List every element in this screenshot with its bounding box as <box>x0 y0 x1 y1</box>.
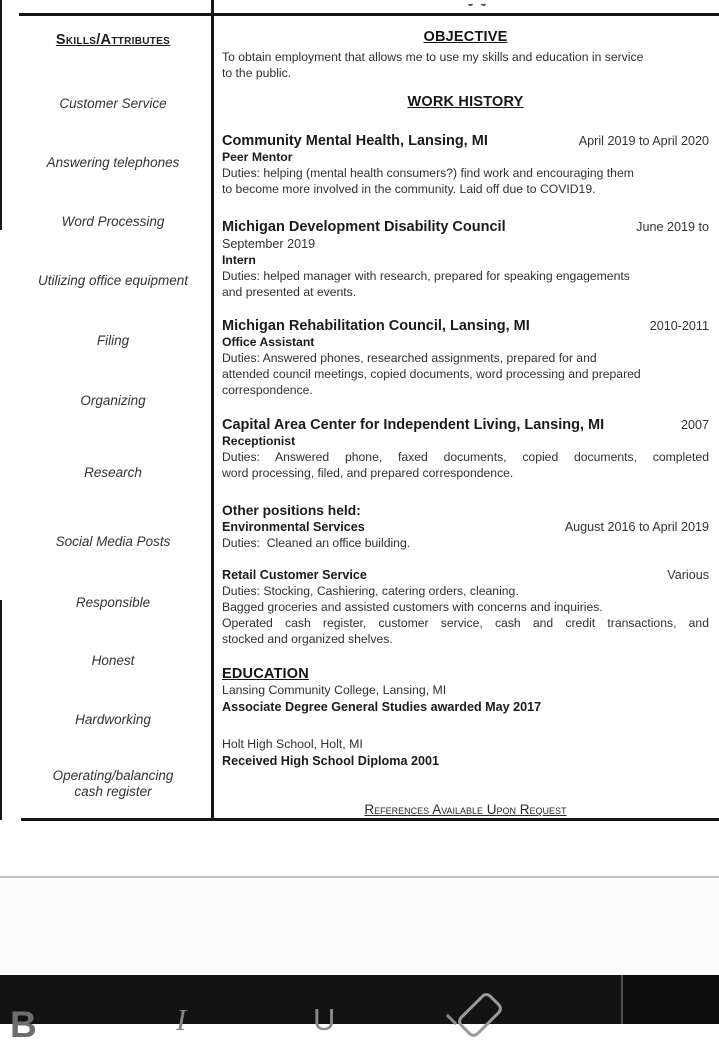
other-duty-line: Duties: Cleaned an office building. <box>222 536 411 550</box>
underline-button[interactable]: U <box>313 1002 336 1037</box>
references-line: References Available Upon Request <box>364 802 567 817</box>
job-duty-line: Duties: Answered phones, researched assignments, prepared for and <box>222 351 597 365</box>
skill-item: Word Processing <box>61 214 165 229</box>
job-duty-line: Duties: helped manager with research, prepared for speaking engagements <box>222 269 630 283</box>
eraser-icon <box>446 1014 457 1025</box>
job-title-row <box>222 219 709 236</box>
skill-item: Research <box>84 465 142 480</box>
skills-column <box>14 0 212 820</box>
job-dates: 2010-2011 <box>649 319 709 333</box>
job-duty-line: attended council meetings, copied documents, word processing and prepared <box>222 367 641 381</box>
toolbar-divider <box>621 975 623 1024</box>
other-positions-section <box>222 502 709 551</box>
skill-item: Organizing <box>80 393 146 408</box>
job-company: Michigan Development Disability Council <box>222 219 506 235</box>
objective-header: OBJECTIVE <box>423 29 508 45</box>
skill-item: Answering telephones <box>46 155 180 170</box>
toolbar-right-section <box>623 975 719 1024</box>
other-dates: August 2016 to April 2019 <box>564 520 709 534</box>
other-duty-line: Duties: Stocking, Cashiering, catering orders, cleaning. <box>222 584 519 598</box>
other-title: Retail Customer Service <box>222 568 367 582</box>
job-duty-line: Duties: helping (mental health consumers?) find work and encouraging them <box>222 166 634 180</box>
other-title-row <box>222 567 709 583</box>
skill-item: Honest <box>91 653 135 668</box>
objective-line: to the public. <box>222 66 292 80</box>
skill-item: Customer Service <box>59 96 167 111</box>
eraser-icon <box>455 990 504 1039</box>
objective-text <box>222 49 709 81</box>
job-role: Office Assistant <box>222 335 315 349</box>
education-section <box>222 666 709 716</box>
job-title-row <box>222 318 709 335</box>
other-positions-header: Other positions held: <box>222 503 361 518</box>
document-left-rule-bottom <box>0 600 2 820</box>
app-background <box>0 878 719 975</box>
work-history-header: WORK HISTORY <box>407 94 524 110</box>
job-role: Intern <box>222 253 256 267</box>
skill-item: Operating/balancing cash register <box>52 768 174 799</box>
objective-line: To obtain employment that allows me to use my skills and education in service <box>222 50 644 64</box>
job-title-row <box>222 133 709 150</box>
other-duty-line: stocked and organized shelves. <box>222 632 393 646</box>
skill-item: Hardworking <box>75 712 151 727</box>
skill-item: Filing <box>96 333 130 348</box>
job-entry <box>222 219 709 300</box>
education-school: Holt High School, Holt, MI <box>222 737 363 751</box>
job-duty-line: correspondence. <box>222 383 313 397</box>
other-duty-line: Bagged groceries and assisted customers with concerns and inquiries. <box>222 600 603 614</box>
skills-header: Skills/Attributes <box>55 32 171 48</box>
job-duty-line: and presented at events. <box>222 285 357 299</box>
skill-item: Responsible <box>75 595 151 610</box>
job-company: Capital Area Center for Independent Living, Lansing, MI <box>222 417 605 433</box>
job-dates: 2007 <box>680 418 709 432</box>
italic-button[interactable]: I <box>176 1002 187 1037</box>
other-positions-entry <box>222 567 709 647</box>
other-title: Environmental Services <box>222 520 365 534</box>
other-dates: Various <box>667 568 709 582</box>
job-dates-continued: September 2019 <box>222 237 316 251</box>
job-role: Peer Mentor <box>222 150 293 164</box>
job-entry <box>222 318 709 398</box>
cropped-text-fragment <box>468 0 490 5</box>
other-title-row <box>222 519 709 535</box>
job-title-row <box>222 417 709 434</box>
education-credential: Associate Degree General Studies awarded May 2017 <box>222 700 542 714</box>
job-duty-line: to become more involved in the community. Laid off due to COVID19. <box>222 182 596 196</box>
job-dates: June 2019 to <box>636 220 709 234</box>
eraser-button[interactable] <box>446 993 516 1024</box>
job-dates: April 2019 to April 2020 <box>578 134 709 148</box>
job-duty-line: Duties: Answered phone, faxed documents, copied documents, completed <box>222 450 709 464</box>
skill-item: Utilizing office equipment <box>37 273 189 288</box>
job-role: Receptionist <box>222 434 296 448</box>
skill-item: Social Media Posts <box>55 534 171 549</box>
job-company: Michigan Rehabilitation Council, Lansing, MI <box>222 318 530 334</box>
education-header: EDUCATION <box>222 666 309 682</box>
education-entry <box>222 736 709 770</box>
education-credential: Received High School Diploma 2001 <box>222 754 439 768</box>
formatting-toolbar <box>0 975 719 1045</box>
other-duty-line: Operated cash register, customer service, cash and credit transactions, and <box>222 616 709 630</box>
job-duty-line: word processing, filed, and prepared correspondence. <box>222 466 514 480</box>
job-entry <box>222 417 709 481</box>
bold-button[interactable]: B <box>10 1004 37 1045</box>
document-left-rule-top <box>0 0 2 230</box>
education-school: Lansing Community College, Lansing, MI <box>222 683 447 697</box>
job-entry <box>222 133 709 197</box>
job-company: Community Mental Health, Lansing, MI <box>222 133 488 149</box>
